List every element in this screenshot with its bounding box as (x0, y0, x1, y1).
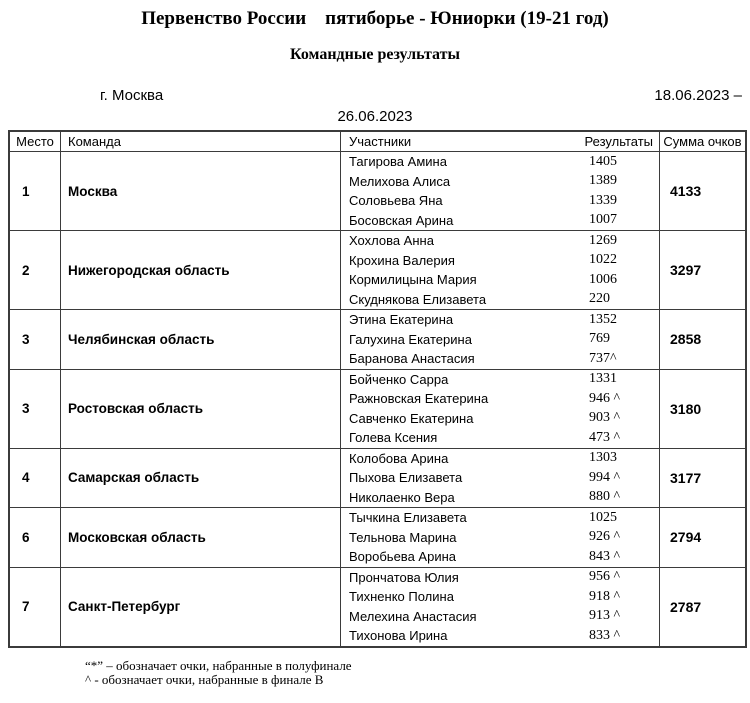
date-start-label: 18.06.2023 – (654, 87, 742, 104)
total-points-cell: 3177 (660, 448, 747, 508)
participant-result: 737^ (589, 350, 617, 366)
participant-result: 903 ^ (589, 410, 621, 426)
document-page (0, 6, 750, 703)
participant-name: Тагирова Амина (349, 154, 447, 170)
participant-line (341, 528, 659, 548)
participant-result: 1007 (589, 212, 617, 228)
team-name-cell: Москва (61, 152, 341, 231)
participant-name: Скуднякова Елизавета (349, 291, 487, 307)
participant-result: 833 ^ (589, 627, 621, 643)
participant-name: Крохина Валерия (349, 252, 455, 268)
participant-line (341, 568, 659, 588)
team-name-cell: Московская область (61, 508, 341, 568)
participant-name: Мелехина Анастасия (349, 608, 477, 624)
column-header-participants-results (341, 131, 660, 152)
team-row (9, 231, 746, 310)
participant-result: 956 ^ (589, 569, 621, 585)
team-name-cell: Челябинская область (61, 310, 341, 370)
participants-cell (341, 369, 660, 448)
total-points-cell: 3180 (660, 369, 747, 448)
team-row (9, 310, 746, 370)
total-points-cell: 3297 (660, 231, 747, 310)
participant-name: Тихненко Полина (349, 589, 454, 605)
participant-name: Бойченко Сарра (349, 371, 449, 387)
place-cell: 3 (9, 369, 61, 448)
participant-name: Пыхова Елизавета (349, 470, 463, 486)
participant-result: 1405 (589, 153, 617, 169)
participant-line (341, 191, 659, 211)
participant-line (341, 349, 659, 369)
participant-name: Кормилицына Мария (349, 272, 477, 288)
participants-cell (341, 448, 660, 508)
city-label: г. Москва (100, 87, 164, 104)
participant-result: 473 ^ (589, 429, 621, 445)
results-table (8, 130, 747, 648)
participant-line (341, 508, 659, 528)
team-row (9, 448, 746, 508)
place-cell: 6 (9, 508, 61, 568)
meta-row (0, 87, 750, 104)
team-row (9, 508, 746, 568)
participant-name: Галухина Екатерина (349, 331, 472, 347)
participant-result: 769 (589, 331, 610, 347)
column-header-team: Команда (61, 131, 341, 152)
participant-name: Голева Ксения (349, 430, 438, 446)
participant-result: 1339 (589, 192, 617, 208)
participant-name: Колобова Арина (349, 450, 449, 466)
participant-line (341, 310, 659, 330)
participant-name: Тычкина Елизавета (349, 510, 467, 526)
participant-line (341, 547, 659, 567)
participant-name: Хохлова Анна (349, 233, 434, 249)
participant-line (341, 251, 659, 271)
participant-name: Савченко Екатерина (349, 410, 474, 426)
participant-name: Тельнова Марина (349, 529, 457, 545)
team-row (9, 369, 746, 448)
place-cell: 4 (9, 448, 61, 508)
column-header-results: Результаты (584, 134, 653, 149)
column-header-total: Сумма очков (660, 131, 747, 152)
participant-line (341, 428, 659, 448)
footnote-semifinal: “*” – обозначает очки, набранные в полуфинале (85, 657, 352, 673)
participant-line (341, 488, 659, 508)
document-subtitle: Командные результаты (290, 46, 460, 63)
participant-result: 918 ^ (589, 588, 621, 604)
participant-result: 994 ^ (589, 469, 621, 485)
participant-result: 880 ^ (589, 489, 621, 505)
participant-line (341, 626, 659, 646)
participant-result: 1303 (589, 450, 617, 466)
total-points-cell: 2858 (660, 310, 747, 370)
footnote-final-b: ^ - обозначает очки, набранные в финале В (85, 672, 324, 687)
participant-line (341, 270, 659, 290)
participant-name: Николаенко Вера (349, 489, 455, 505)
table-header (9, 131, 746, 152)
column-header-place: Место (9, 131, 61, 152)
total-points-cell: 4133 (660, 152, 747, 231)
participant-name: Этина Екатерина (349, 312, 454, 328)
total-points-cell: 2787 (660, 567, 747, 647)
participants-cell (341, 508, 660, 568)
participant-result: 1331 (589, 371, 617, 387)
team-row (9, 152, 746, 231)
place-cell: 2 (9, 231, 61, 310)
participant-name: Ражновская Екатерина (349, 391, 489, 407)
participants-cell (341, 152, 660, 231)
team-name-cell: Ростовская область (61, 369, 341, 448)
footnotes (85, 659, 750, 688)
participant-line (341, 172, 659, 192)
participant-line (341, 587, 659, 607)
participant-result: 1022 (589, 252, 617, 268)
place-cell: 1 (9, 152, 61, 231)
participant-result: 1025 (589, 509, 617, 525)
team-name-cell: Самарская область (61, 448, 341, 508)
team-name-cell: Санкт-Петербург (61, 567, 341, 647)
participant-name: Прончатова Юлия (349, 569, 459, 585)
participant-result: 220 (589, 291, 610, 307)
team-row (9, 567, 746, 647)
participant-result: 1269 (589, 232, 617, 248)
participant-name: Тихонова Ирина (349, 628, 448, 644)
column-header-participants: Участники (349, 134, 412, 149)
participant-name: Баранова Анастасия (349, 351, 475, 367)
table-body (9, 152, 746, 647)
participant-result: 1352 (589, 311, 617, 327)
date-end-label: 26.06.2023 (337, 108, 413, 125)
participant-line (341, 468, 659, 488)
participant-line (341, 607, 659, 627)
participant-name: Босовская Арина (349, 212, 454, 228)
participant-name: Воробьева Арина (349, 549, 456, 565)
participant-result: 843 ^ (589, 548, 621, 564)
participant-line (341, 211, 659, 231)
participant-result: 1389 (589, 173, 617, 189)
participants-cell (341, 231, 660, 310)
participant-line (341, 330, 659, 350)
place-cell: 3 (9, 310, 61, 370)
participant-result: 926 ^ (589, 529, 621, 545)
participant-result: 1006 (589, 271, 617, 287)
participant-line (341, 449, 659, 469)
participant-result: 946 ^ (589, 390, 621, 406)
participant-line (341, 290, 659, 310)
participant-line (341, 370, 659, 390)
participants-cell (341, 310, 660, 370)
participants-cell (341, 567, 660, 647)
participant-result: 913 ^ (589, 608, 621, 624)
participant-line (341, 389, 659, 409)
team-name-cell: Нижегородская область (61, 231, 341, 310)
place-cell: 7 (9, 567, 61, 647)
participant-name: Соловьева Яна (349, 193, 443, 209)
total-points-cell: 2794 (660, 508, 747, 568)
participant-line (341, 409, 659, 429)
participant-line (341, 231, 659, 251)
header-row (9, 131, 746, 152)
document-title: Первенство России пятиборье - Юниорки (19-21 год) (141, 8, 609, 29)
participant-line (341, 152, 659, 172)
participant-name: Мелихова Алиса (349, 173, 451, 189)
